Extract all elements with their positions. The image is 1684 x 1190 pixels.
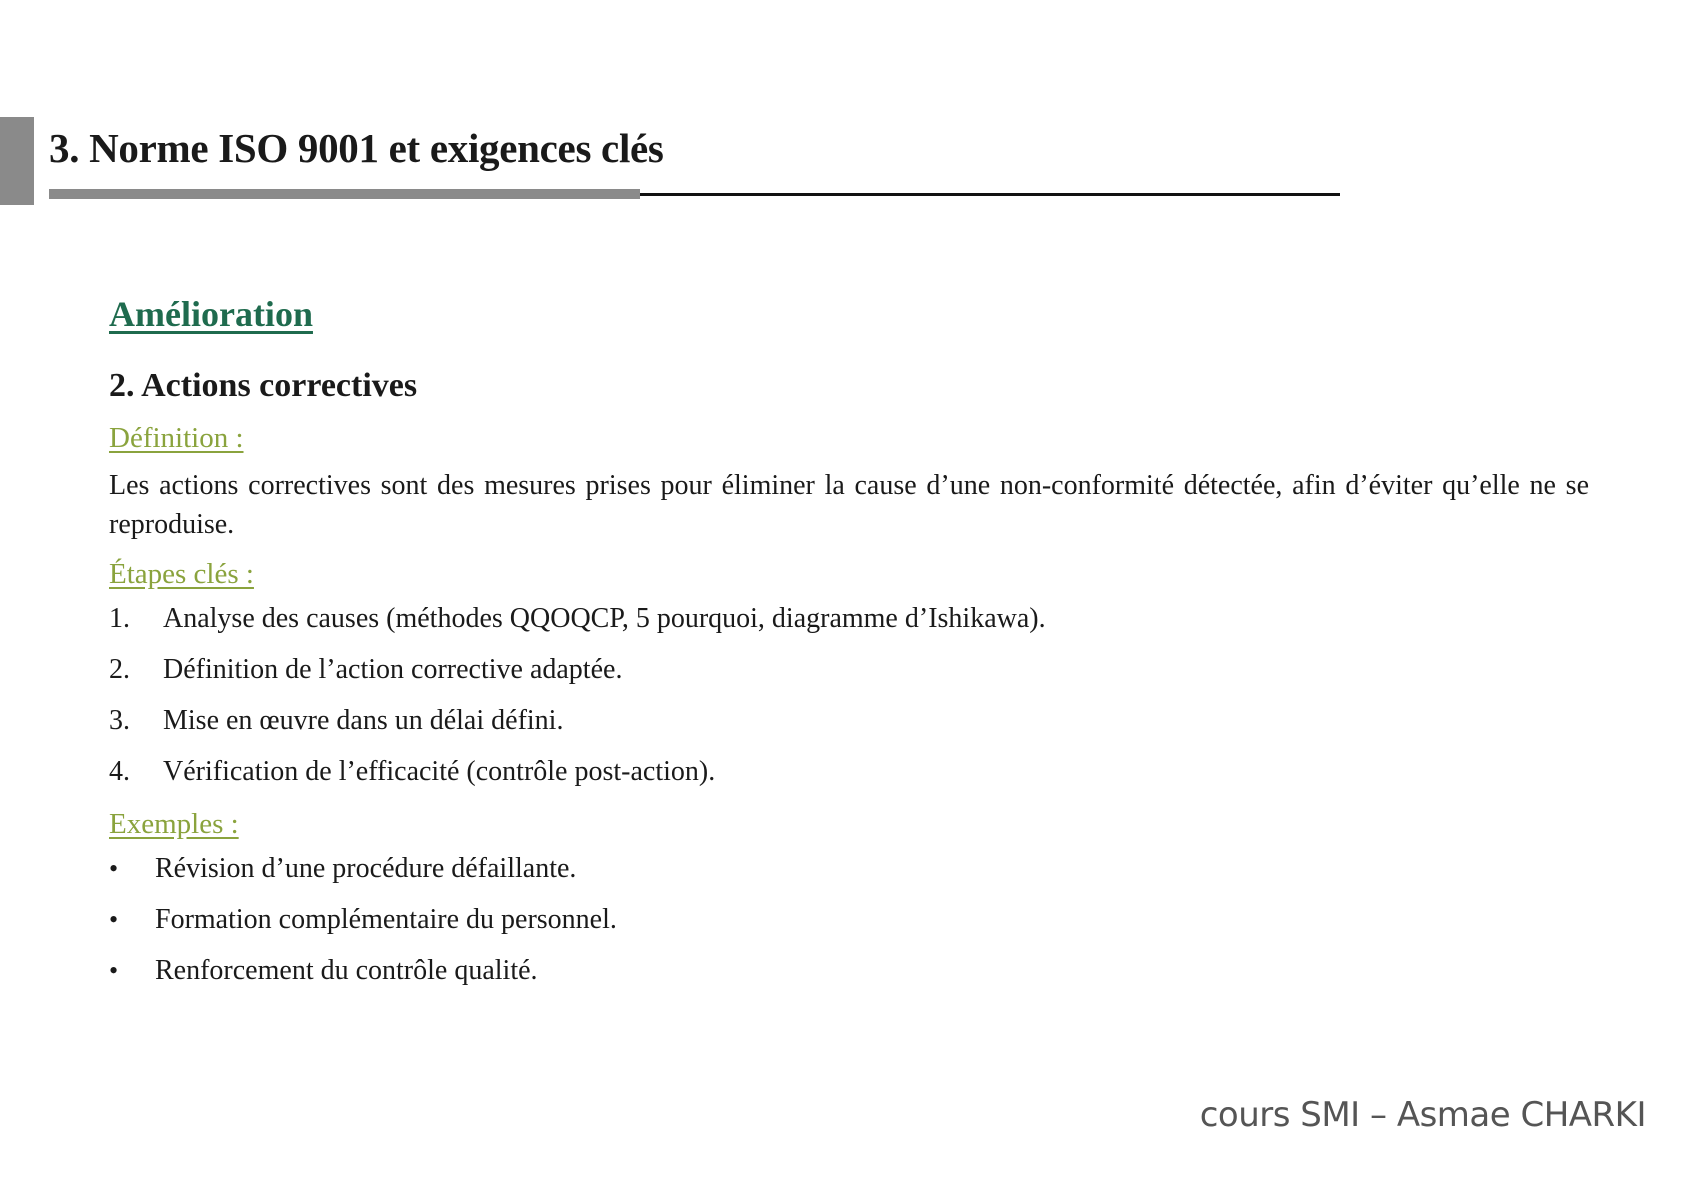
title-underline-thick xyxy=(49,189,640,199)
example-text: Révision d’une procédure défaillante. xyxy=(155,853,577,884)
step-item xyxy=(109,702,1599,740)
definition-text: Les actions correctives sont des mesures prises pour éliminer la cause d’une non-conformité détectée, afin d’éviter qu’elle ne se reproduise. xyxy=(109,470,1589,540)
step-text: Vérification de l’efficacité (contrôle post-action). xyxy=(163,756,716,787)
slide-content xyxy=(109,290,1599,1003)
example-text: Renforcement du contrôle qualité. xyxy=(155,955,538,986)
examples-list xyxy=(109,850,1599,990)
example-item xyxy=(109,952,1599,990)
title-accent-bar xyxy=(0,117,34,205)
step-item xyxy=(109,753,1599,791)
example-text: Formation complémentaire du personnel. xyxy=(155,904,617,935)
step-number: 2. xyxy=(109,654,130,685)
step-text: Analyse des causes (méthodes QQOQCP, 5 pourquoi, diagramme d’Ishikawa). xyxy=(163,603,1046,634)
step-number: 3. xyxy=(109,705,130,736)
bullet-icon: • xyxy=(109,956,119,985)
title-underline-thin xyxy=(640,193,1340,196)
step-text: Définition de l’action corrective adaptée. xyxy=(163,654,623,685)
bullet-icon: • xyxy=(109,854,119,883)
step-number: 4. xyxy=(109,756,130,787)
footer-credit: cours SMI – Asmae CHARKI xyxy=(1199,1095,1646,1135)
example-item xyxy=(109,901,1599,939)
steps-label: Étapes clés : xyxy=(109,558,254,590)
example-item xyxy=(109,850,1599,888)
steps-list xyxy=(109,600,1599,791)
step-number: 1. xyxy=(109,603,130,634)
step-item xyxy=(109,651,1599,689)
step-text: Mise en œuvre dans un délai défini. xyxy=(163,705,564,736)
definition-label: Définition : xyxy=(109,422,244,454)
step-item xyxy=(109,600,1599,638)
bullet-icon: • xyxy=(109,905,119,934)
section-heading: Amélioration xyxy=(109,294,313,334)
subsection-heading: 2. Actions correctives xyxy=(109,367,418,404)
slide-title: 3. Norme ISO 9001 et exigences clés xyxy=(49,125,664,171)
examples-label: Exemples : xyxy=(109,808,239,840)
